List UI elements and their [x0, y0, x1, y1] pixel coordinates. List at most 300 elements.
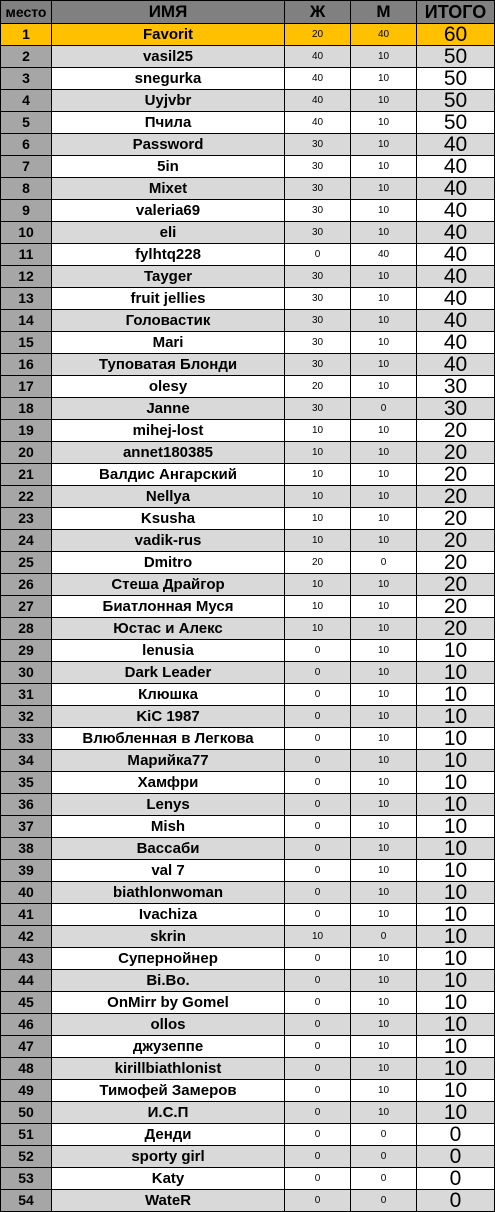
name-cell: biathlonwoman	[52, 882, 285, 904]
name-cell: Mari	[52, 332, 285, 354]
header-men: М	[351, 1, 417, 24]
total-score-cell: 40	[417, 354, 495, 376]
men-score-cell: 10	[351, 816, 417, 838]
table-row	[1, 684, 495, 706]
table-row	[1, 596, 495, 618]
men-score-cell: 10	[351, 640, 417, 662]
table-row	[1, 904, 495, 926]
women-score-cell: 40	[285, 46, 351, 68]
total-score-cell: 40	[417, 244, 495, 266]
women-score-cell: 0	[285, 728, 351, 750]
place-cell: 18	[1, 398, 52, 420]
place-cell: 46	[1, 1014, 52, 1036]
name-cell: Favorit	[52, 24, 285, 46]
total-score-cell: 0	[417, 1124, 495, 1146]
men-score-cell: 10	[351, 134, 417, 156]
women-score-cell: 0	[285, 772, 351, 794]
place-cell: 11	[1, 244, 52, 266]
women-score-cell: 10	[285, 420, 351, 442]
place-cell: 1	[1, 24, 52, 46]
total-score-cell: 20	[417, 552, 495, 574]
place-cell: 41	[1, 904, 52, 926]
women-score-cell: 0	[285, 1014, 351, 1036]
table-row	[1, 156, 495, 178]
name-cell: fylhtq228	[52, 244, 285, 266]
men-score-cell: 0	[351, 1168, 417, 1190]
women-score-cell: 40	[285, 68, 351, 90]
place-cell: 9	[1, 200, 52, 222]
total-score-cell: 50	[417, 90, 495, 112]
place-cell: 2	[1, 46, 52, 68]
table-row	[1, 530, 495, 552]
place-cell: 5	[1, 112, 52, 134]
table-row	[1, 860, 495, 882]
name-cell: Uyjvbr	[52, 90, 285, 112]
men-score-cell: 10	[351, 662, 417, 684]
women-score-cell: 0	[285, 948, 351, 970]
table-row	[1, 1080, 495, 1102]
name-cell: Влюбленная в Легкова	[52, 728, 285, 750]
total-score-cell: 40	[417, 178, 495, 200]
table-row	[1, 464, 495, 486]
total-score-cell: 50	[417, 46, 495, 68]
name-cell: mihej-lost	[52, 420, 285, 442]
table-row	[1, 90, 495, 112]
place-cell: 53	[1, 1168, 52, 1190]
name-cell: Janne	[52, 398, 285, 420]
name-cell: И.С.П	[52, 1102, 285, 1124]
women-score-cell: 40	[285, 90, 351, 112]
women-score-cell: 0	[285, 662, 351, 684]
name-cell: Ivachiza	[52, 904, 285, 926]
name-cell: OnMirr by Gomel	[52, 992, 285, 1014]
total-score-cell: 0	[417, 1146, 495, 1168]
place-cell: 52	[1, 1146, 52, 1168]
name-cell: Tayger	[52, 266, 285, 288]
men-score-cell: 10	[351, 68, 417, 90]
table-row	[1, 332, 495, 354]
name-cell: vadik-rus	[52, 530, 285, 552]
total-score-cell: 40	[417, 134, 495, 156]
women-score-cell: 0	[285, 794, 351, 816]
total-score-cell: 10	[417, 926, 495, 948]
total-score-cell: 10	[417, 640, 495, 662]
place-cell: 30	[1, 662, 52, 684]
women-score-cell: 10	[285, 486, 351, 508]
place-cell: 37	[1, 816, 52, 838]
name-cell: Хамфри	[52, 772, 285, 794]
table-row	[1, 574, 495, 596]
table-row	[1, 750, 495, 772]
men-score-cell: 0	[351, 398, 417, 420]
men-score-cell: 10	[351, 178, 417, 200]
table-row	[1, 970, 495, 992]
total-score-cell: 10	[417, 794, 495, 816]
place-cell: 23	[1, 508, 52, 530]
place-cell: 24	[1, 530, 52, 552]
name-cell: olesy	[52, 376, 285, 398]
name-cell: Dark Leader	[52, 662, 285, 684]
place-cell: 15	[1, 332, 52, 354]
name-cell: Клюшка	[52, 684, 285, 706]
table-row	[1, 948, 495, 970]
table-row	[1, 222, 495, 244]
table-row	[1, 1036, 495, 1058]
women-score-cell: 10	[285, 618, 351, 640]
table-row	[1, 442, 495, 464]
name-cell: Katy	[52, 1168, 285, 1190]
men-score-cell: 10	[351, 1058, 417, 1080]
men-score-cell: 10	[351, 266, 417, 288]
table-row	[1, 398, 495, 420]
name-cell: Mish	[52, 816, 285, 838]
women-score-cell: 0	[285, 882, 351, 904]
name-cell: KiC 1987	[52, 706, 285, 728]
place-cell: 49	[1, 1080, 52, 1102]
name-cell: 5in	[52, 156, 285, 178]
total-score-cell: 40	[417, 156, 495, 178]
table-row	[1, 112, 495, 134]
table-row	[1, 376, 495, 398]
women-score-cell: 30	[285, 266, 351, 288]
men-score-cell: 10	[351, 618, 417, 640]
total-score-cell: 20	[417, 442, 495, 464]
name-cell: lenusia	[52, 640, 285, 662]
total-score-cell: 10	[417, 860, 495, 882]
men-score-cell: 10	[351, 596, 417, 618]
women-score-cell: 0	[285, 1124, 351, 1146]
place-cell: 40	[1, 882, 52, 904]
header-women: Ж	[285, 1, 351, 24]
men-score-cell: 10	[351, 222, 417, 244]
table-row	[1, 706, 495, 728]
women-score-cell: 20	[285, 24, 351, 46]
men-score-cell: 40	[351, 24, 417, 46]
women-score-cell: 30	[285, 200, 351, 222]
table-row	[1, 354, 495, 376]
table-row	[1, 772, 495, 794]
table-row	[1, 618, 495, 640]
total-score-cell: 60	[417, 24, 495, 46]
total-score-cell: 10	[417, 1102, 495, 1124]
table-row	[1, 68, 495, 90]
men-score-cell: 40	[351, 244, 417, 266]
men-score-cell: 10	[351, 530, 417, 552]
place-cell: 19	[1, 420, 52, 442]
table-row	[1, 838, 495, 860]
place-cell: 14	[1, 310, 52, 332]
men-score-cell: 10	[351, 1036, 417, 1058]
place-cell: 48	[1, 1058, 52, 1080]
men-score-cell: 10	[351, 706, 417, 728]
men-score-cell: 10	[351, 728, 417, 750]
place-cell: 28	[1, 618, 52, 640]
total-score-cell: 10	[417, 772, 495, 794]
total-score-cell: 10	[417, 882, 495, 904]
place-cell: 34	[1, 750, 52, 772]
women-score-cell: 0	[285, 1058, 351, 1080]
place-cell: 3	[1, 68, 52, 90]
table-row	[1, 244, 495, 266]
total-score-cell: 10	[417, 706, 495, 728]
place-cell: 8	[1, 178, 52, 200]
place-cell: 13	[1, 288, 52, 310]
women-score-cell: 30	[285, 288, 351, 310]
total-score-cell: 20	[417, 508, 495, 530]
place-cell: 31	[1, 684, 52, 706]
men-score-cell: 10	[351, 354, 417, 376]
women-score-cell: 0	[285, 684, 351, 706]
place-cell: 38	[1, 838, 52, 860]
total-score-cell: 40	[417, 266, 495, 288]
place-cell: 29	[1, 640, 52, 662]
men-score-cell: 10	[351, 508, 417, 530]
name-cell: Ksusha	[52, 508, 285, 530]
total-score-cell: 10	[417, 1014, 495, 1036]
name-cell: Тимофей Замеров	[52, 1080, 285, 1102]
name-cell: Nellya	[52, 486, 285, 508]
men-score-cell: 10	[351, 464, 417, 486]
name-cell: Супернойнер	[52, 948, 285, 970]
women-score-cell: 30	[285, 222, 351, 244]
name-cell: val 7	[52, 860, 285, 882]
total-score-cell: 10	[417, 904, 495, 926]
total-score-cell: 40	[417, 200, 495, 222]
table-row	[1, 486, 495, 508]
place-cell: 32	[1, 706, 52, 728]
total-score-cell: 20	[417, 530, 495, 552]
name-cell: Вассаби	[52, 838, 285, 860]
men-score-cell: 10	[351, 46, 417, 68]
place-cell: 27	[1, 596, 52, 618]
men-score-cell: 10	[351, 486, 417, 508]
place-cell: 44	[1, 970, 52, 992]
men-score-cell: 10	[351, 1014, 417, 1036]
place-cell: 42	[1, 926, 52, 948]
name-cell: vasil25	[52, 46, 285, 68]
header-name: ИМЯ	[52, 1, 285, 24]
women-score-cell: 0	[285, 750, 351, 772]
table-row	[1, 882, 495, 904]
women-score-cell: 0	[285, 244, 351, 266]
total-score-cell: 20	[417, 618, 495, 640]
women-score-cell: 20	[285, 376, 351, 398]
table-row	[1, 1168, 495, 1190]
men-score-cell: 10	[351, 882, 417, 904]
total-score-cell: 10	[417, 970, 495, 992]
name-cell: Биатлонная Муся	[52, 596, 285, 618]
place-cell: 33	[1, 728, 52, 750]
men-score-cell: 10	[351, 442, 417, 464]
table-row	[1, 552, 495, 574]
women-score-cell: 0	[285, 1080, 351, 1102]
total-score-cell: 10	[417, 750, 495, 772]
women-score-cell: 0	[285, 1168, 351, 1190]
total-score-cell: 40	[417, 332, 495, 354]
name-cell: WateR	[52, 1190, 285, 1212]
table-row	[1, 816, 495, 838]
place-cell: 35	[1, 772, 52, 794]
table-row	[1, 1058, 495, 1080]
table-row	[1, 992, 495, 1014]
men-score-cell: 10	[351, 860, 417, 882]
place-cell: 21	[1, 464, 52, 486]
name-cell: ollos	[52, 1014, 285, 1036]
name-cell: Туповатая Блонди	[52, 354, 285, 376]
table-row	[1, 926, 495, 948]
place-cell: 26	[1, 574, 52, 596]
name-cell: valeria69	[52, 200, 285, 222]
women-score-cell: 10	[285, 574, 351, 596]
women-score-cell: 10	[285, 442, 351, 464]
men-score-cell: 0	[351, 1190, 417, 1212]
total-score-cell: 50	[417, 112, 495, 134]
table-row	[1, 1124, 495, 1146]
place-cell: 43	[1, 948, 52, 970]
total-score-cell: 20	[417, 596, 495, 618]
men-score-cell: 10	[351, 750, 417, 772]
men-score-cell: 10	[351, 90, 417, 112]
women-score-cell: 10	[285, 508, 351, 530]
men-score-cell: 10	[351, 794, 417, 816]
men-score-cell: 10	[351, 1102, 417, 1124]
total-score-cell: 10	[417, 662, 495, 684]
total-score-cell: 10	[417, 838, 495, 860]
women-score-cell: 30	[285, 310, 351, 332]
women-score-cell: 0	[285, 838, 351, 860]
name-cell: Стеша Драйгор	[52, 574, 285, 596]
standings-body	[1, 24, 495, 1212]
women-score-cell: 20	[285, 552, 351, 574]
place-cell: 7	[1, 156, 52, 178]
place-cell: 6	[1, 134, 52, 156]
header-row	[1, 1, 495, 24]
men-score-cell: 10	[351, 156, 417, 178]
name-cell: Password	[52, 134, 285, 156]
men-score-cell: 10	[351, 112, 417, 134]
women-score-cell: 0	[285, 1036, 351, 1058]
women-score-cell: 30	[285, 134, 351, 156]
men-score-cell: 10	[351, 420, 417, 442]
name-cell: Lenys	[52, 794, 285, 816]
name-cell: Dmitro	[52, 552, 285, 574]
women-score-cell: 0	[285, 992, 351, 1014]
women-score-cell: 0	[285, 640, 351, 662]
table-row	[1, 1190, 495, 1212]
table-row	[1, 24, 495, 46]
women-score-cell: 10	[285, 464, 351, 486]
women-score-cell: 30	[285, 156, 351, 178]
name-cell: Валдис Ангарский	[52, 464, 285, 486]
men-score-cell: 10	[351, 376, 417, 398]
table-row	[1, 266, 495, 288]
table-row	[1, 728, 495, 750]
men-score-cell: 10	[351, 1080, 417, 1102]
men-score-cell: 0	[351, 1124, 417, 1146]
place-cell: 50	[1, 1102, 52, 1124]
men-score-cell: 10	[351, 574, 417, 596]
men-score-cell: 10	[351, 310, 417, 332]
men-score-cell: 10	[351, 948, 417, 970]
men-score-cell: 10	[351, 200, 417, 222]
women-score-cell: 0	[285, 860, 351, 882]
place-cell: 20	[1, 442, 52, 464]
place-cell: 25	[1, 552, 52, 574]
men-score-cell: 10	[351, 970, 417, 992]
women-score-cell: 30	[285, 178, 351, 200]
women-score-cell: 10	[285, 926, 351, 948]
place-cell: 10	[1, 222, 52, 244]
name-cell: Пчила	[52, 112, 285, 134]
total-score-cell: 10	[417, 992, 495, 1014]
place-cell: 45	[1, 992, 52, 1014]
men-score-cell: 0	[351, 1146, 417, 1168]
men-score-cell: 10	[351, 992, 417, 1014]
total-score-cell: 40	[417, 222, 495, 244]
total-score-cell: 40	[417, 310, 495, 332]
men-score-cell: 10	[351, 332, 417, 354]
total-score-cell: 10	[417, 1080, 495, 1102]
place-cell: 39	[1, 860, 52, 882]
place-cell: 12	[1, 266, 52, 288]
header-place: место	[1, 1, 52, 24]
total-score-cell: 10	[417, 684, 495, 706]
men-score-cell: 10	[351, 288, 417, 310]
women-score-cell: 0	[285, 904, 351, 926]
total-score-cell: 20	[417, 486, 495, 508]
women-score-cell: 30	[285, 354, 351, 376]
total-score-cell: 40	[417, 288, 495, 310]
total-score-cell: 10	[417, 948, 495, 970]
table-row	[1, 508, 495, 530]
place-cell: 47	[1, 1036, 52, 1058]
name-cell: skrin	[52, 926, 285, 948]
total-score-cell: 10	[417, 728, 495, 750]
name-cell: Марийка77	[52, 750, 285, 772]
women-score-cell: 0	[285, 1146, 351, 1168]
table-row	[1, 1102, 495, 1124]
table-row	[1, 178, 495, 200]
total-score-cell: 10	[417, 816, 495, 838]
name-cell: eli	[52, 222, 285, 244]
total-score-cell: 20	[417, 464, 495, 486]
table-row	[1, 288, 495, 310]
women-score-cell: 10	[285, 530, 351, 552]
women-score-cell: 40	[285, 112, 351, 134]
name-cell: Bi.Bo.	[52, 970, 285, 992]
women-score-cell: 10	[285, 596, 351, 618]
place-cell: 4	[1, 90, 52, 112]
total-score-cell: 10	[417, 1058, 495, 1080]
table-row	[1, 1014, 495, 1036]
women-score-cell: 0	[285, 706, 351, 728]
name-cell: snegurka	[52, 68, 285, 90]
name-cell: Денди	[52, 1124, 285, 1146]
men-score-cell: 0	[351, 926, 417, 948]
place-cell: 51	[1, 1124, 52, 1146]
place-cell: 16	[1, 354, 52, 376]
total-score-cell: 30	[417, 376, 495, 398]
women-score-cell: 0	[285, 816, 351, 838]
men-score-cell: 10	[351, 684, 417, 706]
header-total: ИТОГО	[417, 1, 495, 24]
women-score-cell: 30	[285, 398, 351, 420]
women-score-cell: 30	[285, 332, 351, 354]
table-row	[1, 640, 495, 662]
place-cell: 54	[1, 1190, 52, 1212]
place-cell: 17	[1, 376, 52, 398]
table-row	[1, 662, 495, 684]
